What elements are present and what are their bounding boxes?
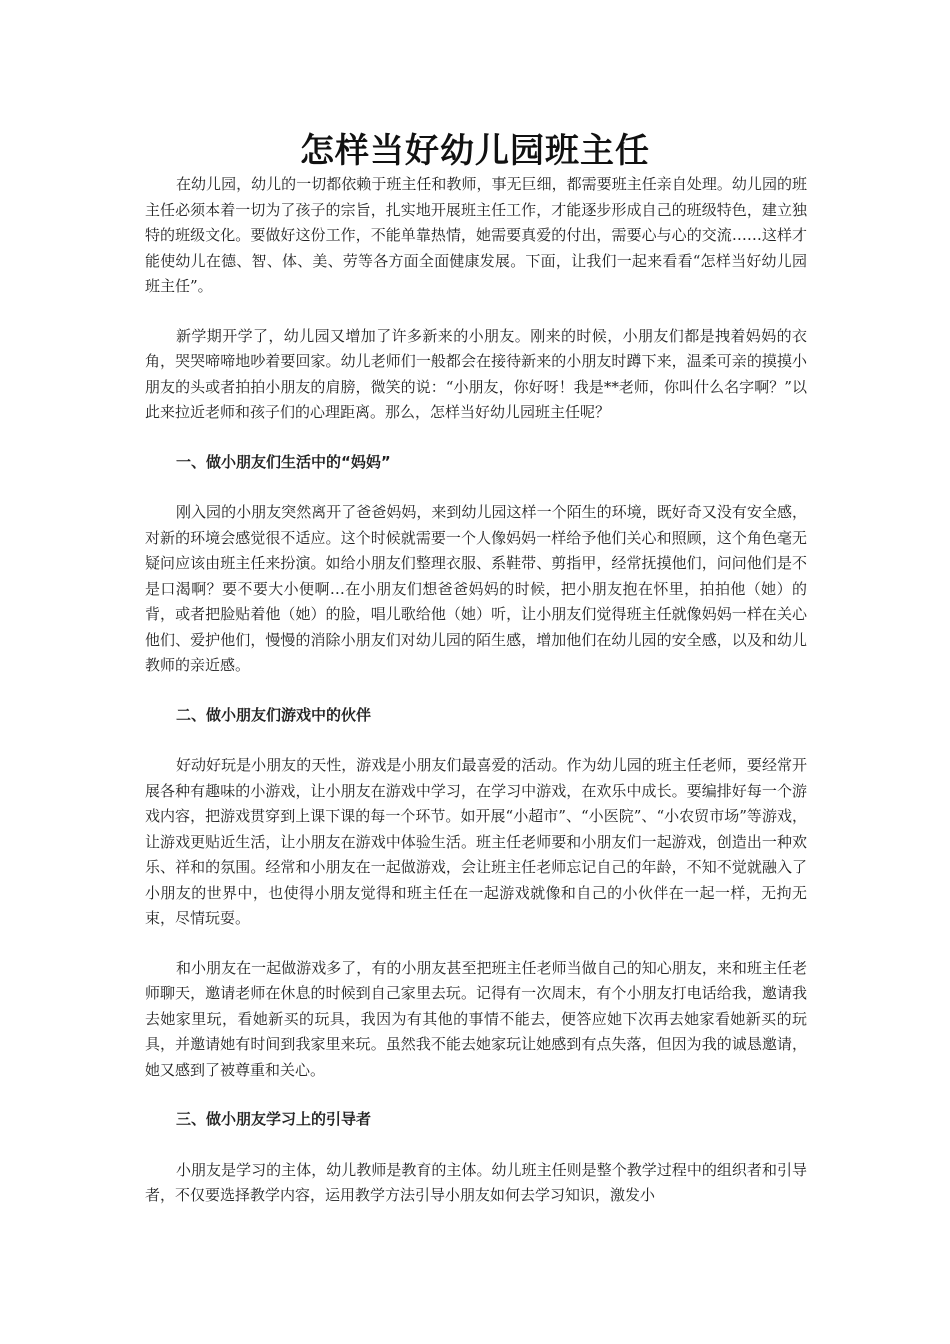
document-body <box>145 172 807 1233</box>
document-title: 怎样当好幼儿园班主任 <box>300 131 650 171</box>
intro-paragraph: 在幼儿园，幼儿的一切都依赖于班主任和教师，事无巨细，都需要班主任亲自处理。幼儿园的班主任必须本着一切为了孩子的宗旨，扎实地开展班主任工作，才能逐步形成自己的班级特色，建立独特的班级文化。要做好这份工作，不能单靠热情，她需要真爱的付出，需要心与心的交流……这样才能使幼儿在德、智、体、美、劳等各方面全面健康发展。下面，让我们一起来看看“怎样当好幼儿园班主任”。 <box>145 175 807 295</box>
section-2-paragraph-2: 和小朋友在一起做游戏多了，有的小朋友甚至把班主任老师当做自己的知心朋友，来和班主任老师聊天，邀请老师在休息的时候到自己家里去玩。记得有一次周末，有个小朋友打电话给我，邀请我去她家里玩，看她新买的玩具，我因为有其他的事情不能去，便答应她下次再去她家看她新买的玩具，并邀请她有时间到我家里来玩。虽然我不能去她家玩让她感到有点失落，但因为我的诚恳邀请，她又感到了被尊重和关心。 <box>145 958 807 1079</box>
section-2-paragraph-1: 好动好玩是小朋友的天性，游戏是小朋友们最喜爱的活动。作为幼儿园的班主任老师，要经常开展各种有趣味的小游戏，让小朋友在游戏中学习，在学习中游戏，在欢乐中成长。要编排好每一个游戏内容，把游戏贯穿到上课下课的每一个环节。如开展“小超市”、“小医院”、“小农贸市场”等游戏，让游戏更贴近生活，让小朋友在游戏中体验生活。班主任老师要和小朋友们一起游戏，创造出一种欢乐、祥和的氛围。经常和小朋友在一起做游戏，会让班主任老师忘记自己的年龄，不知不觉就融入了小朋友的世界中，也使得小朋友觉得和班主任在一起游戏就像和自己的小伙伴在一起一样，无拘无束，尽情玩耍。 <box>145 756 807 927</box>
section-heading-1: 一、做小朋友们生活中的“妈妈” <box>176 452 391 471</box>
section-3-paragraph: 小朋友是学习的主体，幼儿教师是教育的主体。幼儿班主任则是整个教学过程中的组织者和引导者，不仅要选择教学内容，运用教学方法引导小朋友如何去学习知识，激发小 <box>145 1160 807 1204</box>
section-heading-3: 三、做小朋友学习上的引导者 <box>176 1110 372 1128</box>
section-1-paragraph: 刚入园的小朋友突然离开了爸爸妈妈，来到幼儿园这样一个陌生的环境，既好奇又没有安全感，对新的环境会感觉很不适应。这个时候就需要一个人像妈妈一样给予他们关心和照顾，这个角色毫无疑问应该由班主任来扮演。如给小朋友们整理衣服、系鞋带、剪指甲，经常抚摸他们，问问他们是不是口渴啊？要不要大小便啊…在小朋友们想爸爸妈妈的时候，把小朋友抱在怀里，拍拍他（她）的背，或者把脸贴着他（她）的脸，唱儿歌给他（她）听，让小朋友们觉得班主任就像妈妈一样在关心他们、爱护他们，慢慢的消除小朋友们对幼儿园的陌生感，增加他们在幼儿园的安全感，以及和幼儿教师的亲近感。 <box>145 503 807 674</box>
section-heading-2: 二、做小朋友们游戏中的伙伴 <box>176 705 372 724</box>
paragraph-new-semester: 新学期开学了，幼儿园又增加了许多新来的小朋友。刚来的时候，小朋友们都是拽着妈妈的衣角，哭哭啼啼地吵着要回家。幼儿老师们一般都会在接待新来的小朋友时蹲下来，温柔可亲的摸摸小朋友的头或者拍拍小朋友的肩膀，微笑的说：“小朋友，你好呀！我是**老师，你叫什么名字啊？”以此来拉近老师和孩子们的心理距离。那么，怎样当好幼儿园班主任呢？ <box>145 326 807 421</box>
